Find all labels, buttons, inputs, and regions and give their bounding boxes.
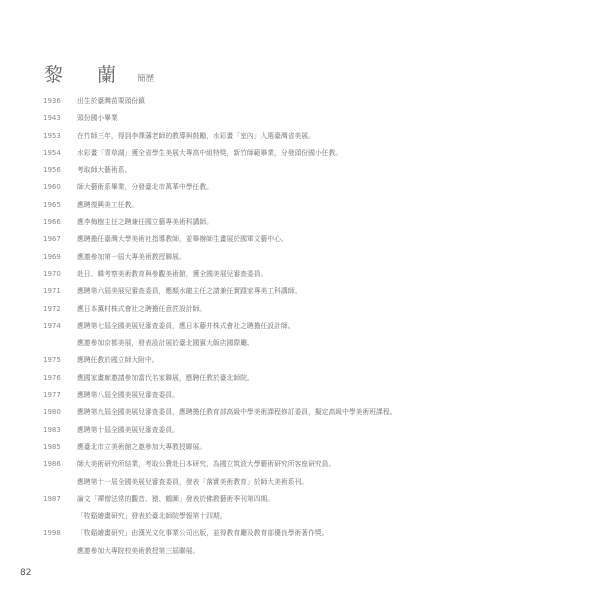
entry-year: 1998 [43, 529, 61, 538]
entry-text: 頭份國小畢業 [77, 114, 118, 123]
entry-lines [77, 525, 583, 560]
entry-text: 應聘第八屆全國美展兒審查委員。 [77, 391, 179, 400]
entry-year: 1971 [43, 287, 61, 296]
entry-text: 應聘任教於國立師大附中。 [77, 356, 159, 365]
entry-lines [77, 231, 583, 248]
timeline-entry [43, 301, 583, 318]
artist-name: 黎 蘭 [44, 64, 131, 86]
entry-text: 應聘第十屆全國美展兒審查委員。 [77, 425, 179, 434]
entry-text: 應聘復興美工任教。 [77, 200, 139, 209]
entry-year: 1976 [43, 373, 61, 382]
entry-year: 1983 [43, 425, 61, 434]
entry-lines [77, 179, 583, 196]
entry-text: 應聘第六屆美展兒審查委員，應顏水龍主任之請兼任實踐家專美工科講師。 [77, 287, 302, 296]
entry-year: 1985 [43, 442, 61, 451]
entry-text: 應邀參加大專院校美術教授第三屆聯展。 [77, 546, 200, 555]
entry-lines [77, 93, 583, 110]
entry-year: 1974 [43, 321, 61, 330]
entry-lines [77, 162, 583, 179]
entry-lines [77, 456, 583, 491]
entry-text: 師大美術研究所結業，考取公費赴日本研究，為國立筑波大學藝術研究所客座研究員。 [77, 460, 336, 469]
entry-lines [77, 249, 583, 266]
entry-text: 應邀參加第一屆大專美術教授聯展。 [77, 252, 186, 261]
entry-year: 1936 [43, 97, 61, 105]
timeline-entry [43, 110, 583, 127]
entry-year: 1980 [43, 408, 61, 417]
timeline-entry [43, 525, 583, 560]
entry-text: 在竹師三年，得到李澤藩老師的教導與鼓勵，水彩畫「室內」入選臺灣省美展。 [77, 131, 315, 140]
entry-lines [77, 387, 583, 404]
entry-lines [77, 439, 583, 456]
entry-text: 論文「禪僧法常的觀音、猿、鶴圖」發表於佛教藝術季刊第四期。 [77, 494, 275, 503]
entry-year: 1956 [43, 166, 61, 175]
entry-text: 「牧谿繪畫研究」發表於臺北師院學報第十四期。 [77, 512, 227, 521]
timeline-entry [43, 214, 583, 231]
section-subtitle: 簡歷 [137, 74, 155, 84]
entry-text: 應聘第七屆全國美展兒審查委員，應日本藤井株式會社之聘擔任設計師。 [77, 321, 295, 330]
entry-lines [77, 197, 583, 214]
entry-year: 1954 [43, 148, 61, 157]
entry-text: 應國家畫廊邀請參加當代名家聯展，應聘任教於臺北師院。 [77, 373, 254, 382]
entry-year: 1969 [43, 252, 61, 261]
entry-lines [77, 266, 583, 283]
entry-text: 應臺北市立美術館之邀參加大專教授聯展。 [77, 442, 207, 451]
section-header [44, 60, 154, 84]
entry-year: 1977 [43, 391, 61, 400]
entry-text: 應邀參加京都美展，發表設計展於臺北國賓大飯店國際廳。 [77, 339, 254, 348]
entry-lines [77, 128, 583, 145]
timeline-entry [43, 439, 583, 456]
entry-year: 1965 [43, 200, 61, 209]
entry-lines [77, 283, 583, 300]
entry-text: 水彩畫「青草湖」獲全省學生美展大專高中組特獎，新竹師範畢業，分發頭份國小任教。 [77, 148, 343, 157]
entry-text: 應聘第九屆全國美展兒審查委員，應聘擔任教育部高級中學美術課程修訂委員，擬定高級中學美術班課程。 [77, 408, 397, 417]
entry-year: 1986 [43, 460, 61, 469]
entry-lines [77, 214, 583, 231]
entry-text: 「牧谿繪畫研究」由漢光文化事業公司出版，並得教育廳及教育部優良學術著作獎。 [77, 529, 329, 538]
timeline-entry [43, 145, 583, 162]
entry-lines [77, 318, 583, 353]
timeline-entry [43, 162, 583, 179]
entry-year: 1972 [43, 304, 61, 313]
timeline-entry [43, 197, 583, 214]
entry-text: 應日本薰村株式會社之聘擔任意匠設計師。 [77, 304, 207, 313]
entry-lines [77, 110, 583, 127]
timeline-entry [43, 266, 583, 283]
timeline-entry [43, 231, 583, 248]
entry-year: 1960 [43, 183, 61, 192]
timeline-entry [43, 179, 583, 196]
entry-lines [77, 301, 583, 318]
entry-lines [77, 352, 583, 369]
entry-year: 1953 [43, 131, 61, 140]
timeline-entry [43, 352, 583, 369]
page-number: 82 [20, 568, 32, 578]
timeline-entry [43, 93, 583, 110]
timeline-entry [43, 491, 583, 526]
entry-lines [77, 491, 583, 526]
entry-text: 出生於臺灣苗栗頭份鎮 [77, 97, 145, 105]
entry-text: 考取師大藝術系。 [77, 166, 132, 175]
entry-lines [77, 145, 583, 162]
entry-lines [77, 404, 583, 421]
timeline-entry [43, 283, 583, 300]
entry-year: 1970 [43, 269, 61, 278]
entry-text: 師大藝術系畢業，分發臺北市萬華中學任教。 [77, 183, 213, 192]
entry-year: 1943 [43, 114, 61, 123]
timeline-entry [43, 318, 583, 353]
entry-text: 應聘擔任臺灣大學美術社指導教師，並舉辦師生畫展於國軍文藝中心。 [77, 235, 288, 244]
entry-year: 1966 [43, 218, 61, 227]
entry-year: 1967 [43, 235, 61, 244]
entry-year: 1987 [43, 494, 61, 503]
timeline-entry [43, 128, 583, 145]
entry-lines [77, 422, 583, 439]
entry-year: 1975 [43, 356, 61, 365]
entry-text: 應李梅樹主任之聘兼任國立藝專美術科講師。 [77, 218, 213, 227]
timeline-entry [43, 404, 583, 421]
timeline-entry [43, 456, 583, 491]
timeline [43, 93, 583, 560]
timeline-entry [43, 370, 583, 387]
timeline-entry [43, 422, 583, 439]
entry-text: 赴日、韓考察美術教育與參觀美術館，獲全國美展兒審查委員。 [77, 269, 268, 278]
entry-text: 應聘第十一屆全國美展兒審查委員，發表「落實美術教育」於師大美術系刊。 [77, 477, 309, 486]
timeline-entry [43, 387, 583, 404]
entry-lines [77, 370, 583, 387]
timeline-entry [43, 249, 583, 266]
